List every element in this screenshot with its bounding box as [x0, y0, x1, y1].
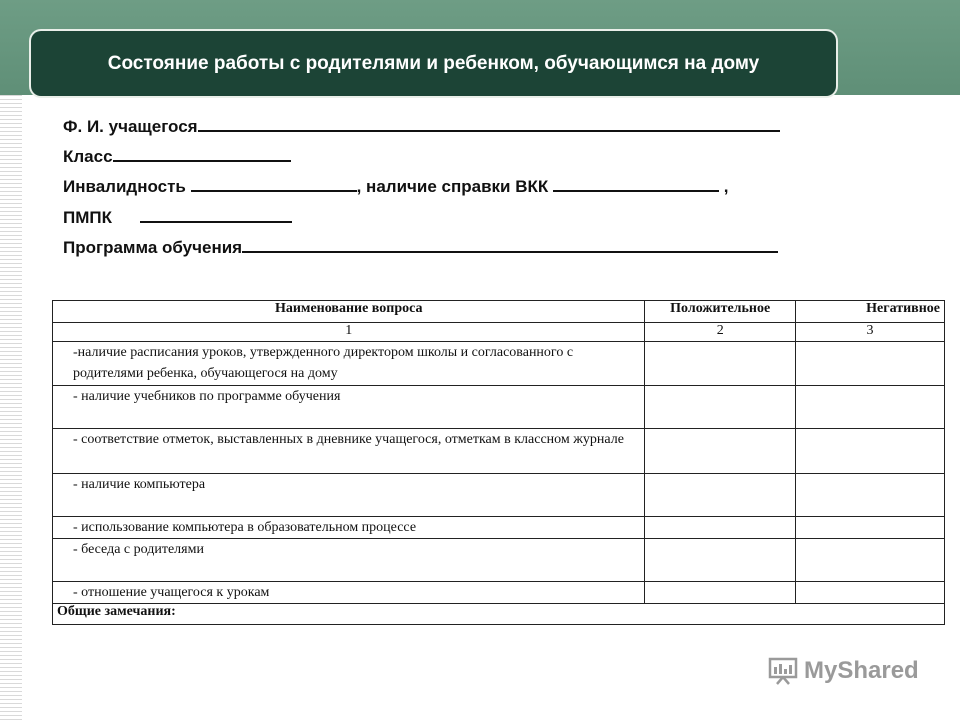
- decorative-stripes: [0, 95, 22, 720]
- positive-cell[interactable]: [645, 582, 795, 604]
- watermark: [768, 657, 919, 685]
- questionnaire-table: [52, 300, 945, 625]
- table-header-row: [53, 301, 945, 323]
- table-number-row: [53, 323, 945, 342]
- question-cell: - использование компьютера в образовательном процессе: [53, 517, 645, 539]
- table-row: [53, 539, 945, 582]
- positive-cell[interactable]: [645, 386, 795, 429]
- col-number: 3: [795, 323, 944, 342]
- remarks-row: [53, 604, 945, 625]
- col-number: 1: [53, 323, 645, 342]
- positive-cell[interactable]: [645, 517, 795, 539]
- negative-cell[interactable]: [795, 386, 944, 429]
- class-label: Класс: [63, 147, 113, 166]
- program-field: [63, 237, 778, 258]
- question-cell: -наличие расписания уроков, утвержденного директором школы и согласованного с родителями ребенка, обучающегося на дому: [53, 342, 645, 386]
- question-cell: - отношение учащегося к урокам: [53, 582, 645, 604]
- table-row: [53, 342, 945, 386]
- question-cell: - соответствие отметок, выставленных в дневнике учащегося, отметкам в классном журнале: [53, 429, 645, 474]
- negative-cell[interactable]: [795, 429, 944, 474]
- pmpk-field: [63, 207, 292, 228]
- presentation-board-icon: [768, 657, 798, 685]
- student-name-field: [63, 116, 780, 137]
- student-name-label: Ф. И. учащегося: [63, 117, 198, 136]
- table-row: [53, 474, 945, 517]
- question-cell: - наличие учебников по программе обучения: [53, 386, 645, 429]
- class-blank[interactable]: [113, 146, 291, 162]
- question-cell: - наличие компьютера: [53, 474, 645, 517]
- negative-cell[interactable]: [795, 539, 944, 582]
- header-question: Наименование вопроса: [53, 301, 645, 323]
- student-name-blank[interactable]: [198, 116, 780, 132]
- program-blank[interactable]: [242, 237, 778, 253]
- disability-label: Инвалидность: [63, 177, 186, 196]
- vkk-blank[interactable]: [553, 176, 719, 192]
- positive-cell[interactable]: [645, 474, 795, 517]
- question-cell: - беседа с родителями: [53, 539, 645, 582]
- positive-cell[interactable]: [645, 539, 795, 582]
- class-field: [63, 146, 291, 167]
- vkk-end: ,: [723, 177, 729, 196]
- negative-cell[interactable]: [795, 342, 944, 386]
- disability-field: [63, 176, 728, 197]
- vkk-label: , наличие справки ВКК: [356, 177, 549, 196]
- positive-cell[interactable]: [645, 429, 795, 474]
- negative-cell[interactable]: [795, 582, 944, 604]
- table-row: [53, 582, 945, 604]
- positive-cell[interactable]: [645, 342, 795, 386]
- col-number: 2: [645, 323, 795, 342]
- negative-cell[interactable]: [795, 474, 944, 517]
- header-negative: Негативное: [795, 301, 944, 323]
- table-row: [53, 517, 945, 539]
- watermark-text: MyShared: [804, 657, 919, 684]
- page-title: Состояние работы с родителями и ребенком, обучающимся на дому: [107, 52, 760, 74]
- pmpk-blank[interactable]: [140, 207, 292, 223]
- table-row: [53, 386, 945, 429]
- header-positive: Положительное: [645, 301, 795, 323]
- program-label: Программа обучения: [63, 238, 243, 257]
- table-row: [53, 429, 945, 474]
- disability-blank[interactable]: [191, 176, 357, 192]
- pmpk-label: ПМПК: [63, 208, 112, 227]
- general-remarks[interactable]: Общие замечания:: [53, 604, 945, 625]
- negative-cell[interactable]: [795, 517, 944, 539]
- title-banner: [31, 31, 836, 96]
